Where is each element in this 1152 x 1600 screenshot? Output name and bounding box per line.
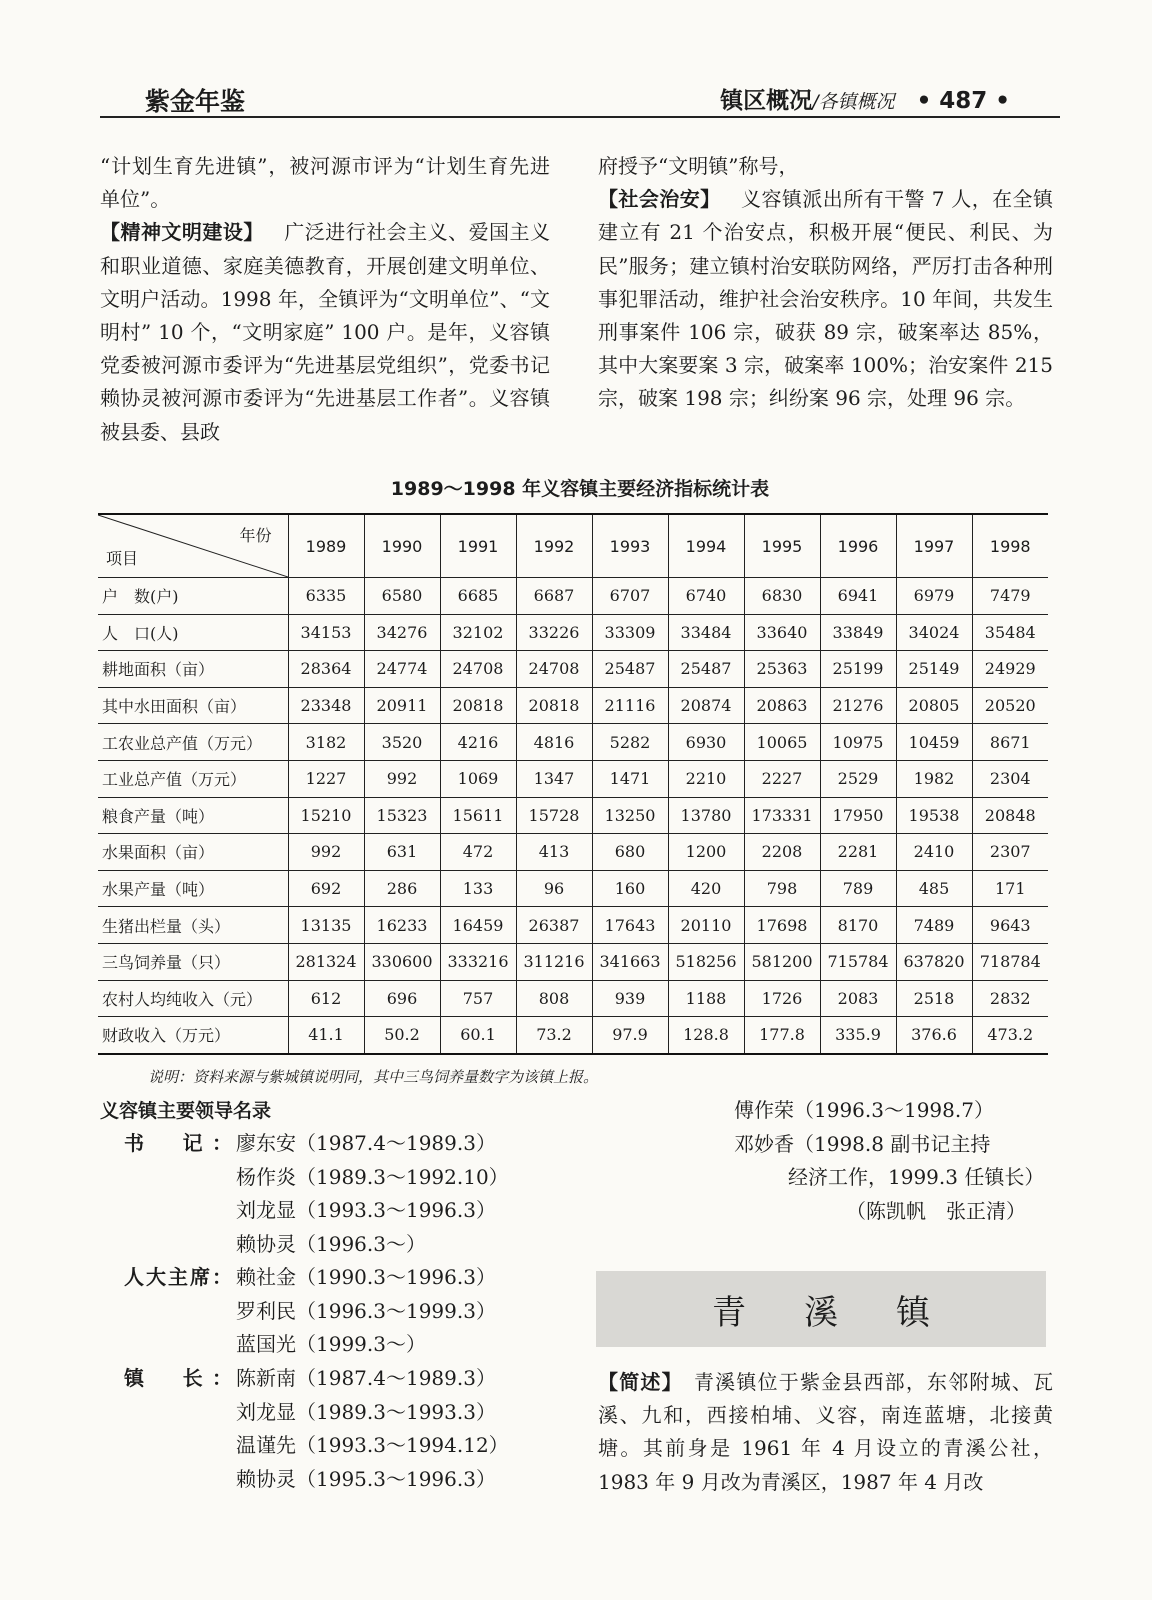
table-cell: 32102 (440, 614, 516, 651)
table-row (98, 724, 1048, 761)
table-cell: 376.6 (896, 1017, 972, 1054)
table-cell: 173331 (744, 797, 820, 834)
corner-item-label: 项目 (106, 549, 139, 568)
table-cell: 2210 (668, 760, 744, 797)
subsection-title: /各镇概况 (812, 91, 895, 113)
table-cell: 35484 (972, 614, 1048, 651)
table-cell: 25363 (744, 651, 820, 688)
table-cell: 20848 (972, 797, 1048, 834)
table-cell: 2083 (820, 980, 896, 1017)
row-label: 人 口(人) (98, 614, 288, 651)
row-label: 工业总产值（万元） (98, 760, 288, 797)
table-cell: 33484 (668, 614, 744, 651)
table-cell: 680 (592, 834, 668, 871)
leader-role: 镇 长： (124, 1366, 232, 1390)
table-cell: 939 (592, 980, 668, 1017)
table-cell: 23348 (288, 687, 364, 724)
table-row (98, 614, 1048, 651)
table-cell: 15210 (288, 797, 364, 834)
row-label: 水果面积（亩） (98, 834, 288, 871)
table-row (98, 907, 1048, 944)
table-cell: 1188 (668, 980, 744, 1017)
left-column-text (100, 150, 550, 449)
table-cell: 7479 (972, 578, 1048, 615)
table-cell: 6930 (668, 724, 744, 761)
table-cell: 73.2 (516, 1017, 592, 1054)
table-cell: 798 (744, 870, 820, 907)
table-cell: 637820 (896, 943, 972, 980)
paragraph-text: 义容镇派出所有干警 7 人，在全镇建立有 21 个治安点，积极开展“便民、利民、为民”服务；建立镇村治安联防网络，严厉打击各种刑事犯罪活动，维护社会治安秩序。10 年间，共发生刑事案件 106 宗，破获 89 宗，破案率达 85%，其中大案要案 3 宗，破案率 100%；治安案件 215 宗，破案 198 宗；纠纷案 96 宗，处理 96 宗。 (598, 187, 1053, 411)
table-cell: 420 (668, 870, 744, 907)
table-cell: 41.1 (288, 1017, 364, 1054)
table-cell: 25487 (668, 651, 744, 688)
section-tag: 【精神文明建设】 (100, 220, 264, 245)
year-header: 1995 (744, 514, 820, 578)
table-cell: 6580 (364, 578, 440, 615)
row-label: 农村人均纯收入（元） (98, 980, 288, 1017)
table-cell: 17950 (820, 797, 896, 834)
table-cell: 789 (820, 870, 896, 907)
table-cell: 171 (972, 870, 1048, 907)
table-cell: 992 (364, 760, 440, 797)
table-cell: 17643 (592, 907, 668, 944)
table-cell: 97.9 (592, 1017, 668, 1054)
table-cell: 13780 (668, 797, 744, 834)
year-header: 1990 (364, 514, 440, 578)
leader-name: 温谨先（1993.3～1994.12） (236, 1433, 509, 1458)
table-cell: 2410 (896, 834, 972, 871)
table-cell: 2832 (972, 980, 1048, 1017)
table-cell: 10975 (820, 724, 896, 761)
table-cell: 1069 (440, 760, 516, 797)
table-cell: 281324 (288, 943, 364, 980)
paragraph-text: 青溪镇位于紫金县西部，东邻附城、瓦溪、九和，西接柏埔、义容，南连蓝塘，北接黄塘。其前身是 1961 年 4 月设立的青溪公社，1983 年 9 月改为青溪区，1987 年 4 月改 (598, 1370, 1054, 1494)
table-cell: 2208 (744, 834, 820, 871)
table-cell: 2281 (820, 834, 896, 871)
table-cell: 24774 (364, 651, 440, 688)
table-cell: 34153 (288, 614, 364, 651)
table-cell: 28364 (288, 651, 364, 688)
leaders-title: 义容镇主要领导名录 (100, 1100, 272, 1122)
authors-credit: （陈凯帆 张正清） (846, 1198, 1026, 1223)
town-name: 青溪镇 (712, 1292, 988, 1333)
table-cell: 330600 (364, 943, 440, 980)
leader-name: 赖社金（1990.3～1996.3） (236, 1265, 496, 1289)
table-body (98, 578, 1048, 1054)
table-cell: 2304 (972, 760, 1048, 797)
section-tag: 【简述】 (598, 1370, 683, 1394)
table-row (98, 651, 1048, 688)
table-cell: 757 (440, 980, 516, 1017)
paragraph-text: 广泛进行社会主义、爱国主义和职业道德、家庭美德教育，开展创建文明单位、文明户活动。1998 年，全镇评为“文明单位”、“文明村” 10 个，“文明家庭” 100 户。是年，义容镇党委被河源市委评为“先进基层党组织”，党委书记赖协灵被河源市委评为“先进基层工作者”。义容镇被县委、县政 (100, 220, 551, 444)
table-cell: 341663 (592, 943, 668, 980)
table-cell: 1726 (744, 980, 820, 1017)
table-cell: 696 (364, 980, 440, 1017)
table-cell: 128.8 (668, 1017, 744, 1054)
table-cell: 631 (364, 834, 440, 871)
table-cell: 6740 (668, 578, 744, 615)
leader-names (236, 1127, 509, 1261)
table-title: 1989～1998 年义容镇主要经济指标统计表 (390, 478, 770, 500)
table-cell: 6830 (744, 578, 820, 615)
row-label: 其中水田面积（亩） (98, 687, 288, 724)
table-cell: 6335 (288, 578, 364, 615)
town-intro-text (598, 1366, 1053, 1499)
table-cell: 10065 (744, 724, 820, 761)
leader-name: 刘龙显（1989.3～1993.3） (236, 1399, 496, 1424)
table-cell: 177.8 (744, 1017, 820, 1054)
table-row (98, 943, 1048, 980)
table-cell: 6941 (820, 578, 896, 615)
table-cell: 15323 (364, 797, 440, 834)
table-cell: 6979 (896, 578, 972, 615)
table-cell: 133 (440, 870, 516, 907)
table-cell: 16233 (364, 907, 440, 944)
row-label: 粮食产量（吨） (98, 797, 288, 834)
town-section-banner (596, 1271, 1046, 1347)
table-cell: 8170 (820, 907, 896, 944)
table-cell: 24929 (972, 651, 1048, 688)
table-row (98, 760, 1048, 797)
row-label: 财政收入（万元） (98, 1017, 288, 1054)
yearbook-title: 紫金年鉴 (145, 87, 246, 116)
table-cell: 20818 (440, 687, 516, 724)
table-cell: 25487 (592, 651, 668, 688)
table-cell: 21116 (592, 687, 668, 724)
table-cell: 24708 (440, 651, 516, 688)
table-cell: 16459 (440, 907, 516, 944)
section-tag: 【社会治安】 (598, 187, 721, 212)
table-cell: 8671 (972, 724, 1048, 761)
table-cell: 7489 (896, 907, 972, 944)
table-cell: 1982 (896, 760, 972, 797)
table-cell: 2307 (972, 834, 1048, 871)
leader-name: 陈新南（1987.4～1989.3） (236, 1366, 496, 1390)
year-header: 1992 (516, 514, 592, 578)
leader-name: 蓝国光（1999.3～） (236, 1332, 426, 1357)
table-cell: 10459 (896, 724, 972, 761)
year-header: 1989 (288, 514, 364, 578)
table-row (98, 980, 1048, 1017)
table-cell: 286 (364, 870, 440, 907)
table-cell: 20818 (516, 687, 592, 724)
table-cell: 20110 (668, 907, 744, 944)
table-cell: 4216 (440, 724, 516, 761)
table-cell: 26387 (516, 907, 592, 944)
leader-name: 赖协灵（1995.3～1996.3） (236, 1466, 496, 1491)
table-cell: 6685 (440, 578, 516, 615)
table-row (98, 1017, 1048, 1054)
table-cell: 472 (440, 834, 516, 871)
row-label: 户 数(户) (98, 578, 288, 615)
row-label: 耕地面积（亩） (98, 651, 288, 688)
leader-names (236, 1261, 496, 1362)
table-cell: 4816 (516, 724, 592, 761)
table-cell: 581200 (744, 943, 820, 980)
table-cell: 160 (592, 870, 668, 907)
table-cell: 992 (288, 834, 364, 871)
paragraph-text: “计划生育先进镇”，被河源市评为“计划生育先进单位”。 (100, 154, 550, 212)
table-cell: 692 (288, 870, 364, 907)
leader-name: 廖东安（1987.4～1989.3） (236, 1131, 496, 1155)
page-number: • 487 • (916, 88, 1010, 114)
table-cell: 3520 (364, 724, 440, 761)
section-title: 镇区概况 (720, 88, 813, 114)
table-corner-cell (98, 514, 288, 578)
table-cell: 518256 (668, 943, 744, 980)
year-header: 1994 (668, 514, 744, 578)
table-cell: 6707 (592, 578, 668, 615)
table-cell: 20805 (896, 687, 972, 724)
section-header (720, 82, 1010, 115)
table-cell: 60.1 (440, 1017, 516, 1054)
table-cell: 333216 (440, 943, 516, 980)
table-cell: 24708 (516, 651, 592, 688)
table-cell: 33640 (744, 614, 820, 651)
table-cell: 2227 (744, 760, 820, 797)
table-row (98, 797, 1048, 834)
leader-name: 赖协灵（1996.3～） (236, 1231, 426, 1256)
table-cell: 13135 (288, 907, 364, 944)
year-header: 1991 (440, 514, 516, 578)
leader-name: 邓妙香（1998.8 副书记主持 (734, 1131, 991, 1156)
table-cell: 3182 (288, 724, 364, 761)
corner-year-label: 年份 (239, 526, 272, 545)
table-row (98, 870, 1048, 907)
table-cell: 34276 (364, 614, 440, 651)
year-header: 1993 (592, 514, 668, 578)
leader-name: 罗利民（1996.3～1999.3） (236, 1298, 496, 1323)
leader-name: 杨作炎（1989.3～1992.10） (236, 1164, 509, 1189)
table-cell: 21276 (820, 687, 896, 724)
table-cell: 335.9 (820, 1017, 896, 1054)
table-row (98, 687, 1048, 724)
row-label: 生猪出栏量（头） (98, 907, 288, 944)
table-cell: 34024 (896, 614, 972, 651)
paragraph-text: 府授予“文明镇”称号， (598, 154, 799, 178)
table-cell: 20520 (972, 687, 1048, 724)
leader-role: 书 记： (124, 1131, 232, 1155)
table-cell: 718784 (972, 943, 1048, 980)
table-cell: 1471 (592, 760, 668, 797)
row-label: 三鸟饲养量（只） (98, 943, 288, 980)
table-cell: 25199 (820, 651, 896, 688)
table-cell: 1347 (516, 760, 592, 797)
table-cell: 473.2 (972, 1017, 1048, 1054)
table-cell: 715784 (820, 943, 896, 980)
leader-names (236, 1362, 509, 1496)
table-cell: 19538 (896, 797, 972, 834)
row-label: 工农业总产值（万元） (98, 724, 288, 761)
economic-indicators-table (98, 513, 1048, 1055)
year-header: 1998 (972, 514, 1048, 578)
table-cell: 1227 (288, 760, 364, 797)
table-cell: 15611 (440, 797, 516, 834)
year-header: 1996 (820, 514, 896, 578)
table-cell: 25149 (896, 651, 972, 688)
table-cell: 50.2 (364, 1017, 440, 1054)
table-cell: 20863 (744, 687, 820, 724)
table-cell: 413 (516, 834, 592, 871)
table-cell: 5282 (592, 724, 668, 761)
table-cell: 20911 (364, 687, 440, 724)
table-row (98, 578, 1048, 615)
table-cell: 33226 (516, 614, 592, 651)
right-column-text (598, 150, 1053, 416)
leader-name: 傅作荣（1996.3～1998.7） (734, 1098, 994, 1122)
table-cell: 33849 (820, 614, 896, 651)
row-label: 水果产量（吨） (98, 870, 288, 907)
table-cell: 33309 (592, 614, 668, 651)
table-cell: 2518 (896, 980, 972, 1017)
table-cell: 2529 (820, 760, 896, 797)
table-cell: 612 (288, 980, 364, 1017)
leader-name: 刘龙显（1993.3～1996.3） (236, 1198, 496, 1223)
leaders-continued (734, 1094, 1044, 1228)
table-header-row (98, 514, 1048, 578)
table-cell: 311216 (516, 943, 592, 980)
table-note: 说明：资料来源与紫城镇说明同，其中三鸟饲养量数字为该镇上报。 (148, 1068, 599, 1086)
year-header: 1997 (896, 514, 972, 578)
table-cell: 1200 (668, 834, 744, 871)
table-cell: 20874 (668, 687, 744, 724)
table-cell: 15728 (516, 797, 592, 834)
table-cell: 485 (896, 870, 972, 907)
table-cell: 13250 (592, 797, 668, 834)
leader-role: 人大主席： (124, 1265, 232, 1289)
table-cell: 9643 (972, 907, 1048, 944)
leader-name: 经济工作，1999.3 任镇长） (788, 1165, 1045, 1190)
table-cell: 17698 (744, 907, 820, 944)
table-cell: 6687 (516, 578, 592, 615)
table-row (98, 834, 1048, 871)
table-cell: 96 (516, 870, 592, 907)
table-cell: 808 (516, 980, 592, 1017)
page-header (100, 78, 1060, 118)
